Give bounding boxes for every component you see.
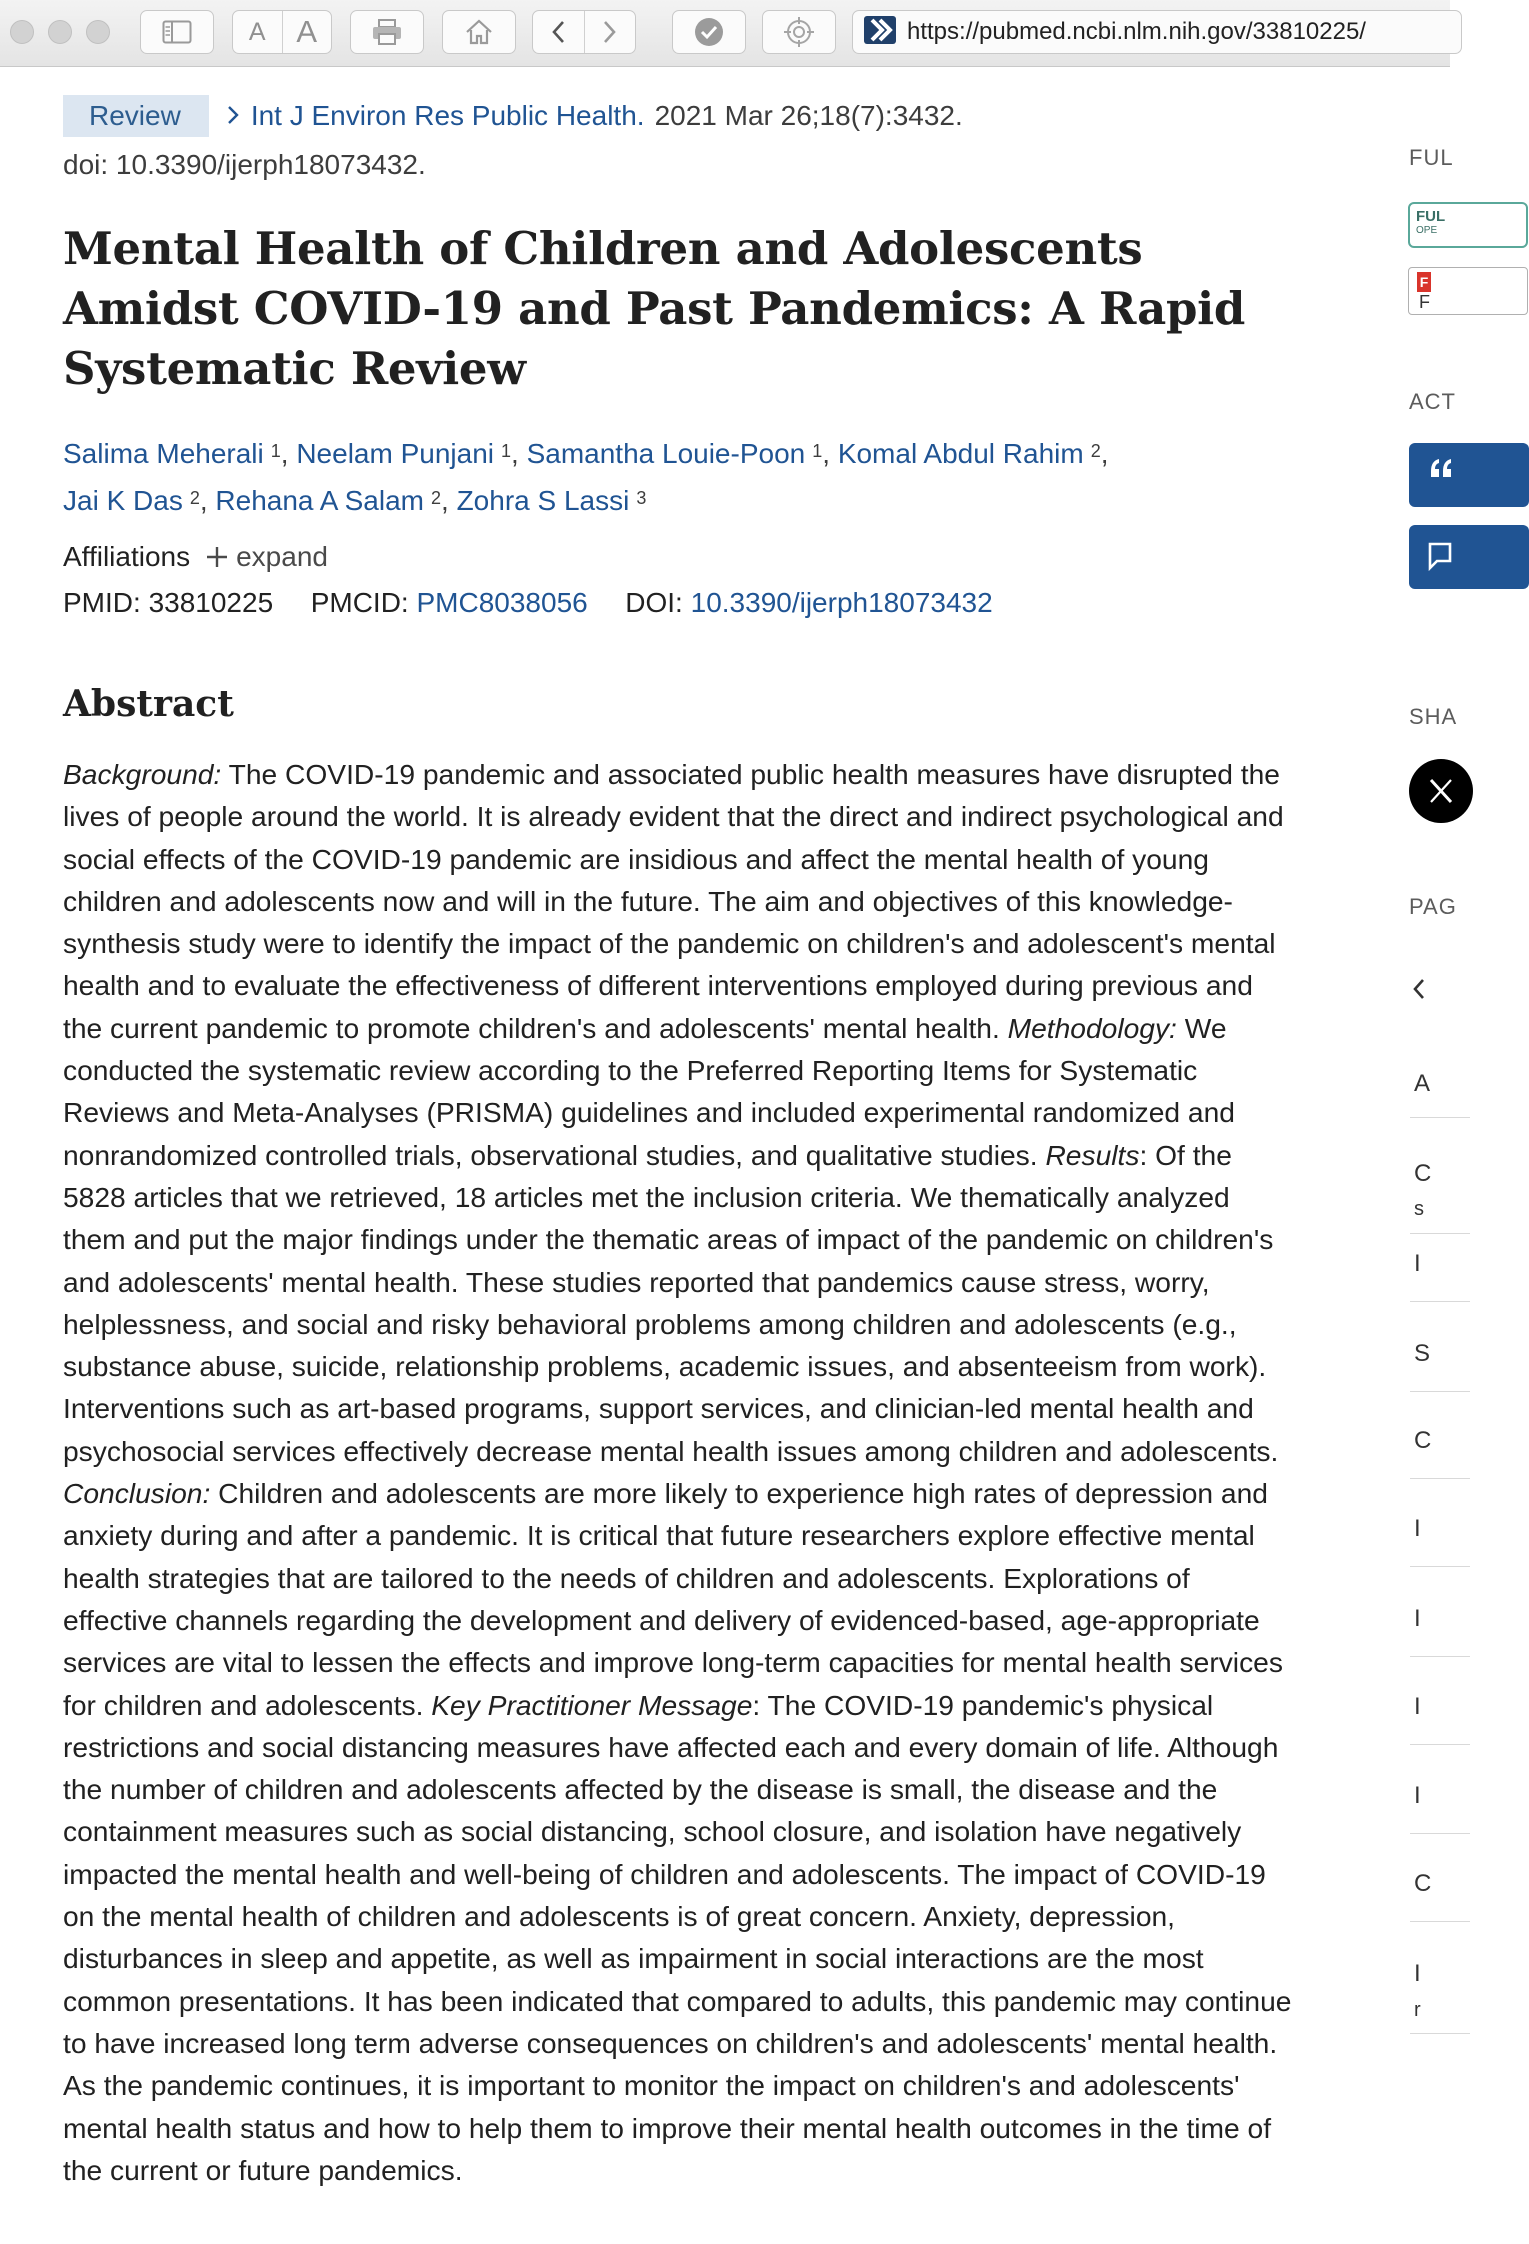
page-nav-item-label: I xyxy=(1414,1605,1421,1632)
methodology-label: Methodology: xyxy=(1007,1011,1177,1044)
pmid-label: PMID: xyxy=(63,587,141,618)
author-item xyxy=(296,438,526,469)
print-button[interactable] xyxy=(350,10,424,54)
share-x-button[interactable] xyxy=(1409,759,1473,823)
page-nav-item-label: A xyxy=(1414,1070,1431,1097)
zoom-window-button[interactable] xyxy=(86,20,110,44)
page-nav-item-label: I xyxy=(1414,1782,1421,1809)
citation-line xyxy=(63,95,963,137)
article-title: Mental Health of Children and Adolescents Amidst COVID-19 and Past Pandemics: A Rapid Systematic Review xyxy=(63,222,1246,395)
author-link[interactable]: Salima Meherali xyxy=(63,438,264,469)
sidebar-icon xyxy=(162,20,192,44)
author-link[interactable]: Neelam Punjani xyxy=(296,438,494,469)
forward-button[interactable] xyxy=(584,11,636,53)
publisher-logo-icon: F xyxy=(1417,272,1431,292)
sidebar-toggle-button[interactable] xyxy=(140,10,214,54)
text-smaller-icon: A xyxy=(248,17,266,46)
background-label: Background: xyxy=(63,758,222,790)
page-nav-item-sublabel: r xyxy=(1414,1999,1421,2021)
extension-button[interactable] xyxy=(762,10,836,54)
author-item xyxy=(457,485,647,516)
author-separator: , xyxy=(822,438,831,469)
page-nav-item[interactable] xyxy=(1410,1042,1470,1118)
home-button[interactable] xyxy=(442,10,516,54)
right-sidebar xyxy=(1404,67,1458,2244)
journal-link[interactable] xyxy=(227,100,645,132)
chevron-right-icon xyxy=(227,100,239,132)
page-nav-item[interactable] xyxy=(1410,1222,1470,1302)
article-type-badge: Review xyxy=(63,95,209,137)
citation-details: 2021 Mar 26;18(7):3432. xyxy=(654,100,963,131)
printer-icon xyxy=(371,18,403,46)
page-nav-item[interactable] xyxy=(1410,1577,1470,1657)
page-navigation-heading: PAG xyxy=(1409,894,1457,919)
collections-button[interactable] xyxy=(1409,525,1529,589)
author-item xyxy=(838,438,1109,469)
target-icon xyxy=(783,16,815,48)
page-nav-item-label: C xyxy=(1414,1427,1432,1454)
key-practitioner-message-label: Key Practitioner Message xyxy=(431,1688,753,1721)
text-larger-icon: A xyxy=(296,14,318,49)
citation-doi: doi: 10.3390/ijerph18073432. xyxy=(63,149,426,180)
page-nav-item[interactable] xyxy=(1410,1665,1470,1745)
page-nav-item[interactable] xyxy=(1410,1842,1470,1922)
full-text-publisher-link[interactable] xyxy=(1408,267,1528,315)
conclusion-label: Conclusion: xyxy=(63,1477,211,1510)
page-nav-item-label: I xyxy=(1414,1250,1421,1277)
doi-label: DOI: xyxy=(625,587,683,618)
page-nav-item-label: I xyxy=(1414,1515,1421,1542)
affiliation-number[interactable]: 2 xyxy=(189,488,200,508)
verified-extension-button[interactable] xyxy=(672,10,746,54)
identifiers-row xyxy=(63,587,993,619)
author-item xyxy=(215,485,456,516)
author-link[interactable]: Zohra S Lassi xyxy=(456,485,630,516)
page-nav-item[interactable] xyxy=(1410,1754,1470,1834)
close-window-button[interactable] xyxy=(10,20,34,44)
author-link[interactable]: Rehana A Salam xyxy=(215,485,424,516)
results-label: Results xyxy=(1045,1138,1140,1171)
author-item xyxy=(527,438,838,469)
affiliation-number[interactable]: 1 xyxy=(270,441,281,461)
full-text-badge-title: FUL xyxy=(1416,208,1446,225)
page-nav-item[interactable] xyxy=(1410,1399,1470,1479)
page-nav-item-label: I xyxy=(1414,1960,1421,1987)
minimize-window-button[interactable] xyxy=(48,20,72,44)
full-text-heading: FUL xyxy=(1409,145,1454,170)
expand-affiliations-button[interactable] xyxy=(206,541,328,573)
author-item xyxy=(63,438,296,469)
browser-toolbar xyxy=(0,0,1450,67)
author-list xyxy=(63,432,1293,526)
abstract-text xyxy=(63,753,1296,2191)
results-text: : Of the 5828 articles that we retrieved, 18 articles met the inclusion criteria. We thematically analyzed them and put the major findings under the thematic areas of impact of the pandemic on children's and adolescents' mental health. These studies reported that pandemics cause stress, worry, helplessness, and social and risky behavioral problems among children and adolescents (e.g., substance abuse, suicide, relationship problems, academic issues, and absenteeism from work). Interventions such as art-based programs, support services, and clinician-led mental health and psychosocial services effectively decrease mental health issues among children and adolescents. xyxy=(63,1138,1279,1467)
share-heading: SHA xyxy=(1409,704,1458,729)
full-text-badge-sub: OPE xyxy=(1416,225,1438,236)
author-link[interactable]: Jai K Das xyxy=(63,485,183,516)
text-size-control xyxy=(232,10,332,54)
page-nav-item-sublabel: s xyxy=(1414,1198,1424,1220)
full-text-pmc-link[interactable] xyxy=(1408,202,1528,248)
pmcid-link[interactable]: PMC8038056 xyxy=(416,587,588,618)
background-text: The COVID-19 pandemic and associated public health measures have disrupted the lives of people around the world. It is already evident that the direct and indirect psychological and social effects of the COVID-19 pandemic are insidious and affect the mental health of young children and adolescents now and will in the future. The aim and objectives of this knowledge-synthesis study were to identify the impact of the pandemic on children's and adolescent's mental health and to evaluate the effectiveness of different interventions employed during previous and the current pandemic to promote children's and adolescents' mental health. xyxy=(63,758,1284,1044)
page-nav-item-label: S xyxy=(1414,1340,1431,1367)
text-larger-button[interactable] xyxy=(282,11,332,53)
key-practitioner-message-text: : The COVID-19 pandemic's physical restrictions and social distancing measures have affected each and every domain of life. Although the number of children and adolescents affected by the disease is small, the disease and the containment measures such as social distancing, school closure, and isolation have negatively impacted the mental health and well-being of children and adolescents. The impact of COVID-19 on the mental health of children and adolescents is of great concern. Anxiety, depression, disturbances in sleep and appetite, as well as impairment in social interactions are the most common presentations. It has been indicated that compared to adults, this pandemic may continue to have increased long term adverse consequences on children's and adolescents' mental health. As the pandemic continues, it is important to monitor the impact on children's and adolescents' mental health status and how to help them to improve their mental health outcomes in the time of the current or future pandemics. xyxy=(63,1688,1292,2186)
page-nav-item-label: I xyxy=(1414,1693,1421,1720)
page-nav-item[interactable] xyxy=(1410,1487,1470,1567)
affiliation-number[interactable]: 1 xyxy=(812,441,823,461)
author-separator: , xyxy=(199,485,208,516)
affiliation-number[interactable]: 3 xyxy=(636,488,647,508)
pmid-value: 33810225 xyxy=(148,587,274,618)
journal-name: Int J Environ Res Public Health. xyxy=(250,100,645,131)
cite-button[interactable] xyxy=(1409,443,1529,507)
actions-heading: ACT xyxy=(1409,389,1456,414)
pmcid-label: PMCID: xyxy=(310,587,409,618)
author-link[interactable]: Samantha Louie-Poon xyxy=(526,438,806,469)
author-separator: , xyxy=(280,438,289,469)
plus-icon xyxy=(206,543,228,571)
x-logo-icon xyxy=(1425,775,1457,812)
address-bar[interactable] xyxy=(852,10,1462,54)
affiliation-number[interactable]: 1 xyxy=(501,441,512,461)
page-nav-item-label: C xyxy=(1414,1870,1432,1897)
url-text: https://pubmed.ncbi.nlm.nih.gov/33810225/ xyxy=(907,18,1366,45)
conclusion-text: Children and adolescents are more likely to experience high rates of depression and anxiety during and after a pandemic. It is critical that future researchers explore effective mental health strategies that are tailored to the needs of children and adolescents. Explorations of effective channels regarding the development and delivery of evidenced-based, age-appropriate services are vital to lessen the effects and improve long-term capacities for mental health services for children and adolescents. xyxy=(63,1477,1283,1721)
author-separator: , xyxy=(511,438,519,469)
affiliations-label: Affiliations xyxy=(63,541,191,572)
affiliation-number[interactable]: 2 xyxy=(1090,441,1101,461)
site-favicon-icon xyxy=(863,15,897,50)
author-item xyxy=(63,485,215,516)
doi-link[interactable]: 10.3390/ijerph18073432 xyxy=(690,587,993,618)
affiliation-number[interactable]: 2 xyxy=(431,488,442,508)
page-nav-item[interactable] xyxy=(1410,1312,1470,1392)
chevron-left-icon xyxy=(1412,988,1426,1005)
author-separator: , xyxy=(1100,438,1109,469)
chevron-left-icon xyxy=(550,19,566,45)
expand-label: expand xyxy=(236,541,328,572)
chevron-right-icon xyxy=(602,19,618,45)
home-icon xyxy=(464,18,494,46)
abstract-heading: Abstract xyxy=(63,683,234,725)
history-navigation xyxy=(532,10,636,54)
page-nav-back-button[interactable] xyxy=(1412,977,1426,1006)
author-separator: , xyxy=(441,485,449,516)
author-link[interactable]: Komal Abdul Rahim xyxy=(837,438,1084,469)
page-nav-item-label: C xyxy=(1414,1160,1432,1187)
text-smaller-button[interactable] xyxy=(233,11,282,53)
back-button[interactable] xyxy=(533,11,584,53)
affiliations-row xyxy=(63,541,328,573)
methodology-text: We conducted the systematic review according to the Preferred Reporting Items for Systematic Reviews and Meta-Analyses (PRISMA) guidelines and included experimental randomized and nonrandomized controlled trials, observational studies, and qualitative studies. xyxy=(63,1011,1235,1171)
publisher-link-label: F xyxy=(1419,292,1430,312)
checkmark-circle-icon xyxy=(693,16,725,48)
quote-icon xyxy=(1427,453,1457,488)
bookmark-icon xyxy=(1427,541,1453,576)
